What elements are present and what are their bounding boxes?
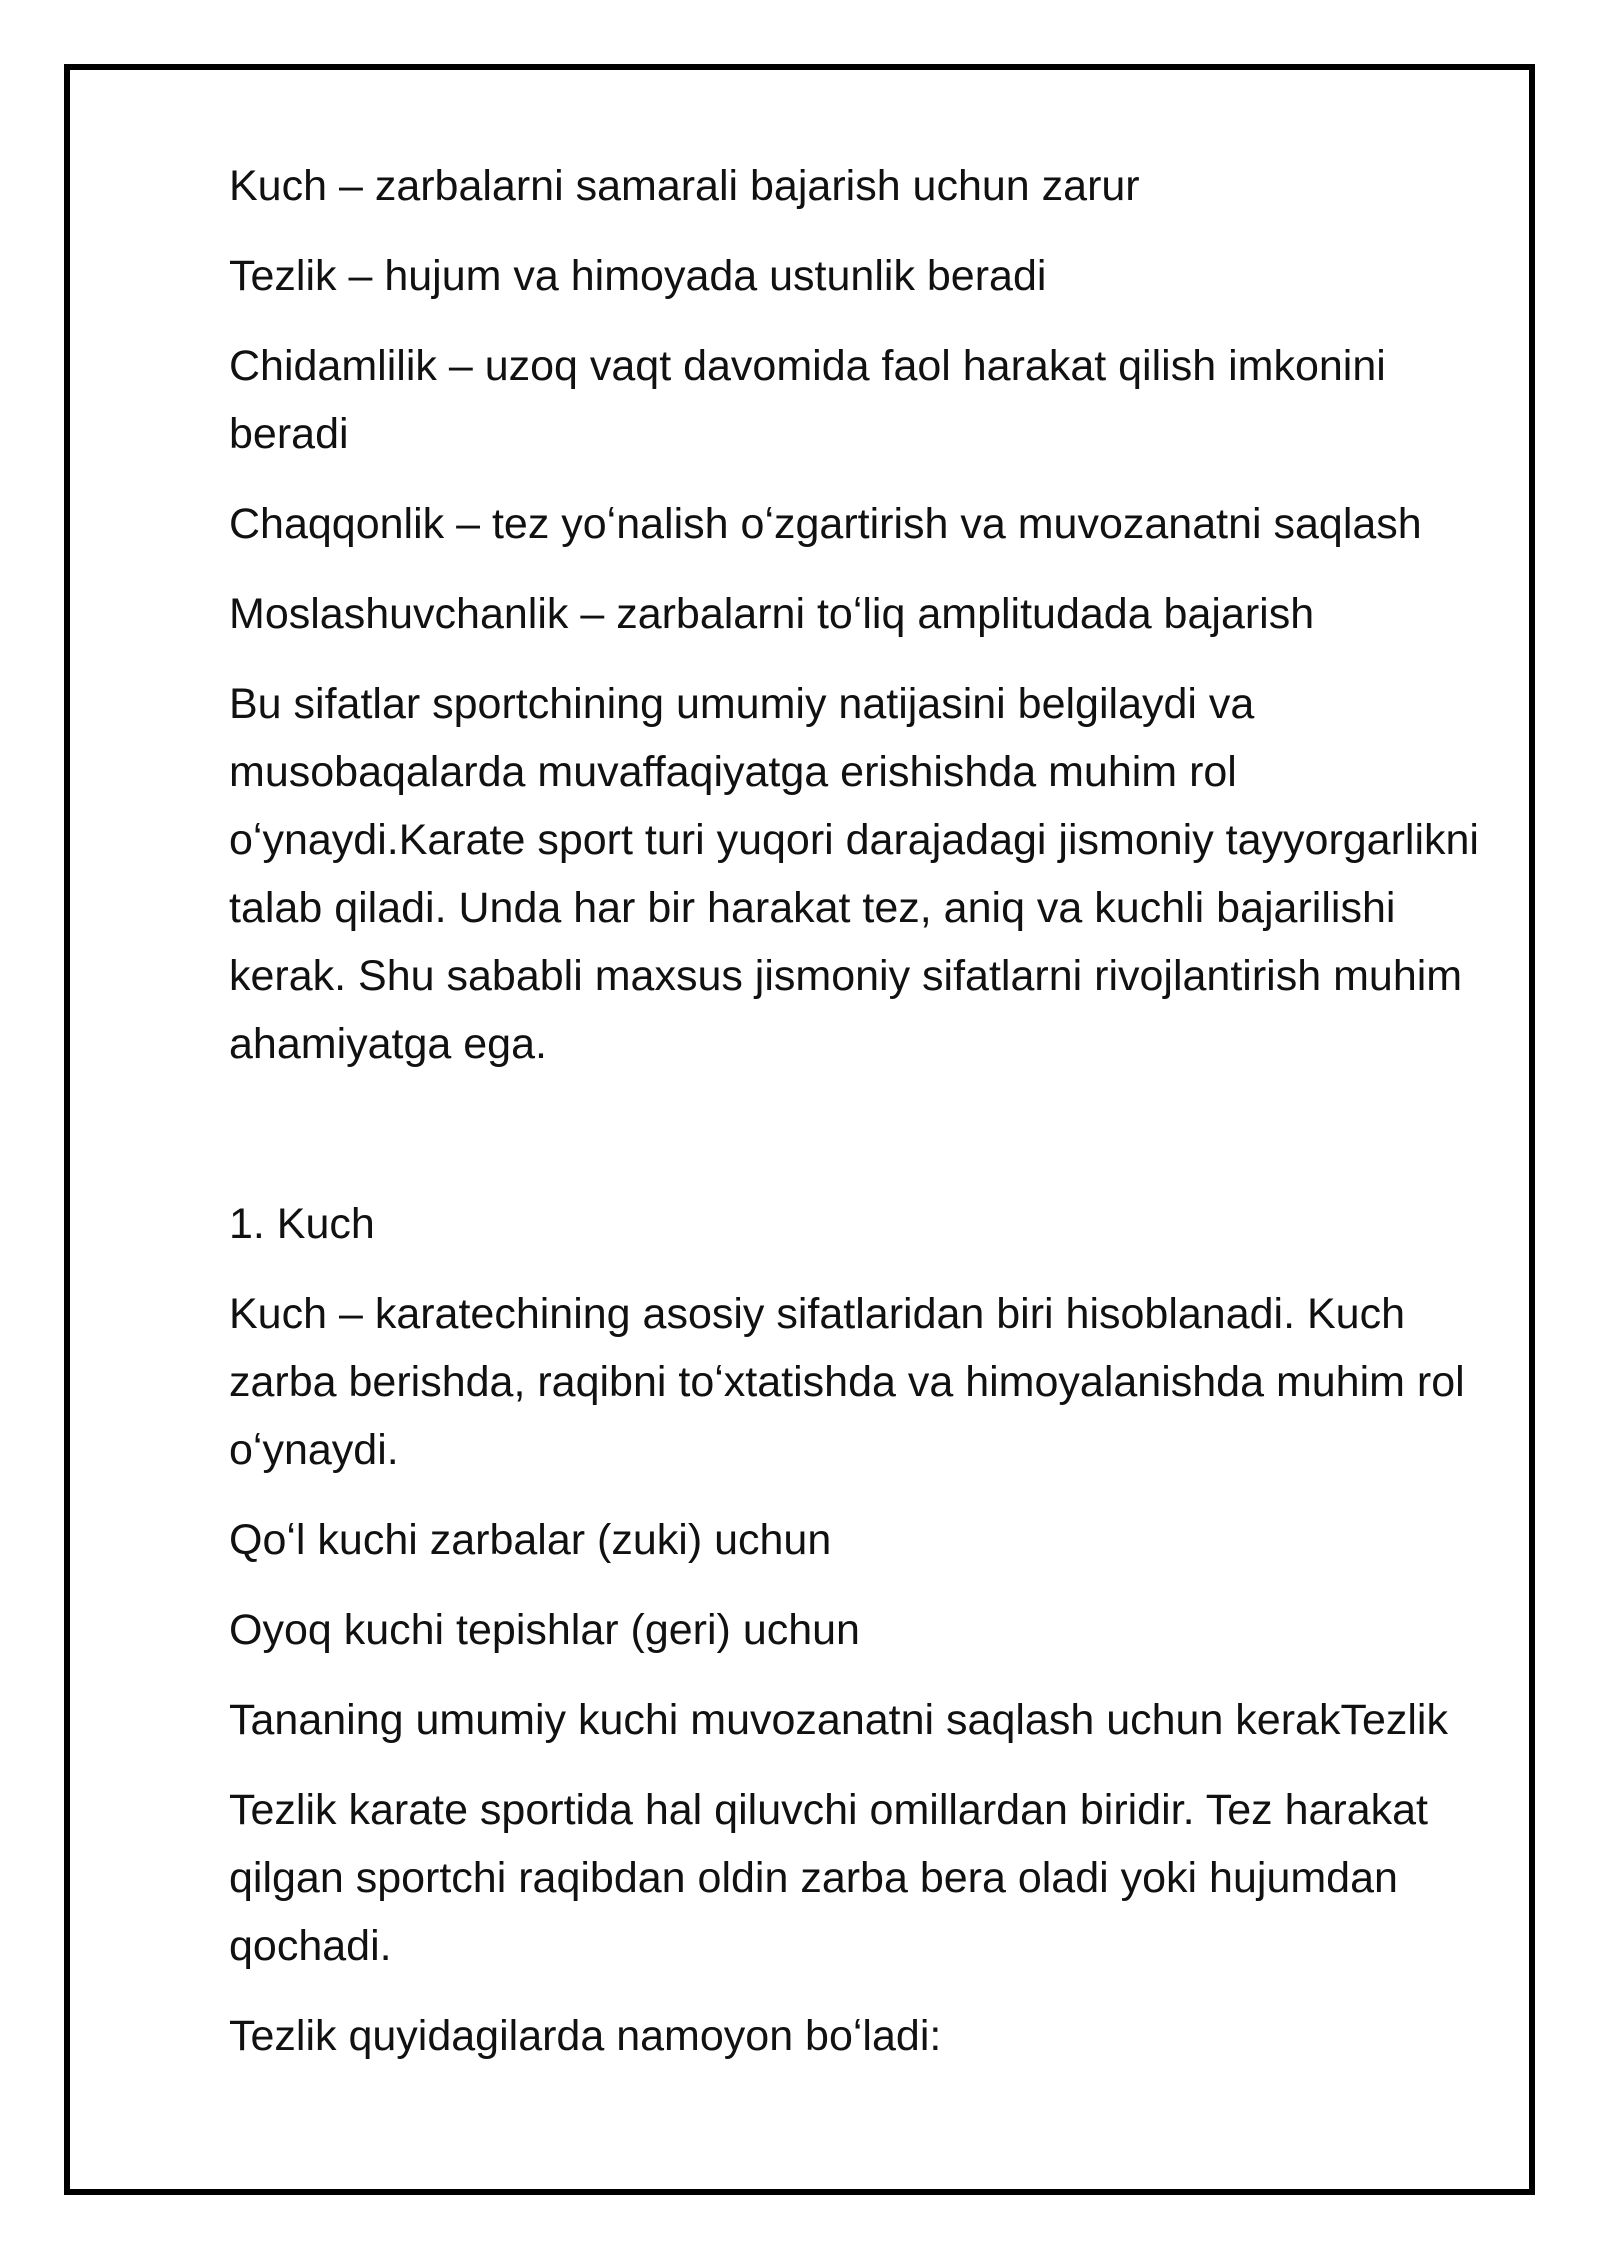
- paragraph-tezlik-description: Tezlik karate sportida hal qiluvchi omillardan biridir. Tez harakat qilgan sportchi raqibdan oldin zarba bera oladi yoki hujumdan qochadi.: [229, 1786, 1429, 1970]
- paragraph-tana-kuchi: Tananing umumiy kuchi muvozanatni saqlash uchun kerakTezlik: [229, 1696, 1448, 1744]
- paragraph-tezlik-definition: Tezlik – hujum va himoyada ustunlik beradi: [229, 252, 1047, 300]
- paragraph-qol-kuchi: Qoʻl kuchi zarbalar (zuki) uchun: [229, 1516, 832, 1564]
- paragraph-tezlik-namoyon: Tezlik quyidagilarda namoyon boʻladi:: [229, 2012, 942, 2060]
- section-heading-kuch: 1. Kuch: [229, 1200, 375, 1248]
- paragraph-kuch-definition: Kuch – zarbalarni samarali bajarish uchun zarur: [229, 162, 1140, 210]
- paragraph-kuch-description: Kuch – karatechining asosiy sifatlaridan biri hisoblanadi. Kuch zarba berishda, raqibni toʻxtatishda va himoyalanishda muhim rol oʻynaydi.: [229, 1290, 1465, 1474]
- paragraph-moslashuvchanlik-definition: Moslashuvchanlik – zarbalarni toʻliq amplitudada bajarish: [229, 590, 1315, 638]
- document-body: [229, 152, 1489, 2070]
- paragraph-chaqqonlik-definition: Chaqqonlik – tez yoʻnalish oʻzgartirish va muvozanatni saqlash: [229, 500, 1422, 548]
- paragraph-oyoq-kuchi: Oyoq kuchi tepishlar (geri) uchun: [229, 1606, 860, 1654]
- paragraph-chidamlilik-definition: Chidamlilik – uzoq vaqt davomida faol harakat qilish imkonini beradi: [229, 342, 1386, 458]
- paragraph-summary: Bu sifatlar sportchining umumiy natijasini belgilaydi va musobaqalarda muvaffaqiyatga erishishda muhim rol oʻynaydi.Karate sport turi yuqori darajadagi jismoniy tayyorgarlikni talab qiladi. Unda har bir harakat tez, aniq va kuchli bajarilishi kerak. Shu sababli maxsus jismoniy sifatlarni rivojlantirish muhim ahamiyatga ega.: [229, 680, 1479, 1068]
